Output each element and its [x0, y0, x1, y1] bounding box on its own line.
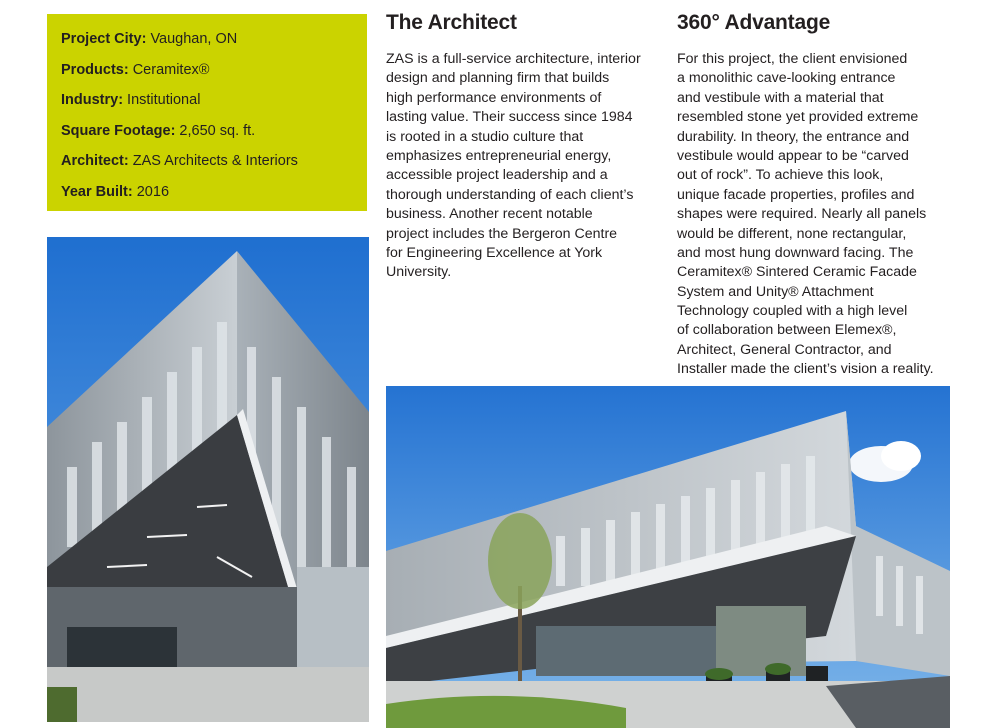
body-line: high performance environments of [386, 89, 602, 106]
info-key: Architect: [61, 153, 129, 170]
body-line: accessible project leadership and a [386, 167, 608, 184]
info-row-architect [61, 146, 367, 177]
body-line: resembled stone yet provided extreme [677, 109, 919, 126]
project-info-box [47, 14, 367, 211]
info-row-square-footage [61, 116, 367, 147]
building-photo-left [47, 237, 369, 722]
architect-body [386, 50, 666, 283]
advantage-heading: 360° Advantage [677, 11, 831, 34]
info-row-year-built [61, 177, 367, 208]
body-line: lasting value. Their success since 1984 [386, 109, 633, 126]
body-line: For this project, the client envisioned [677, 51, 908, 67]
info-value: Ceramitex® [128, 61, 210, 78]
body-line: for Engineering Excellence at York [386, 244, 603, 261]
body-line: a monolithic cave-looking entrance [677, 70, 896, 87]
info-value: ZAS Architects & Interiors [128, 153, 298, 170]
body-line: emphasizes entrepreneurial energy, [386, 147, 612, 164]
body-line: project includes the Bergeron Centre [386, 225, 618, 242]
info-key: Industry: [61, 92, 124, 109]
architect-section [386, 10, 666, 283]
info-row-city [61, 24, 367, 55]
info-key: Year Built: [61, 183, 133, 200]
body-line: durability. In theory, the entrance and [677, 128, 910, 145]
info-key: Project City: [61, 31, 147, 47]
body-line: Installer made the client’s vision a reality. [677, 361, 934, 378]
body-line: of collaboration between Elemex®, [677, 322, 897, 339]
body-line: ZAS is a full-service architecture, interior [386, 51, 641, 67]
body-line: Technology coupled with a high level [677, 303, 908, 320]
info-key: Square Footage: [61, 122, 176, 139]
advantage-body [677, 50, 967, 380]
building-photo-right [386, 386, 950, 728]
body-line: is rooted in a studio culture that [386, 128, 584, 145]
architect-heading: The Architect [386, 11, 517, 34]
body-line: Ceramitex® Sintered Ceramic Facade [677, 264, 917, 281]
advantage-section [677, 10, 967, 380]
body-line: would be different, none rectangular, [677, 225, 907, 242]
body-line: and most hung downward facing. The [677, 244, 914, 261]
body-line: and vestibule with a material that [677, 89, 884, 106]
body-line: design and planning firm that builds [386, 70, 610, 87]
info-value: Vaughan, ON [146, 31, 238, 47]
body-line: business. Another recent notable [386, 206, 593, 223]
info-value: 2,650 sq. ft. [175, 122, 256, 139]
info-value: 2016 [132, 183, 170, 200]
body-line: System and Unity® Attachment [677, 283, 874, 300]
body-line: vestibule would appear to be “carved [677, 147, 909, 164]
body-line: University. [386, 264, 452, 281]
info-value: Institutional [123, 92, 201, 109]
body-line: Architect, General Contractor, and [677, 341, 892, 358]
info-row-products [61, 55, 367, 86]
body-line: out of rock”. To achieve this look, [677, 167, 884, 184]
body-line: unique facade properties, profiles and [677, 186, 915, 203]
info-key: Products: [61, 61, 129, 78]
info-row-industry [61, 85, 367, 116]
body-line: shapes were required. Nearly all panels [677, 206, 927, 223]
body-line: thorough understanding of each client’s [386, 186, 634, 203]
